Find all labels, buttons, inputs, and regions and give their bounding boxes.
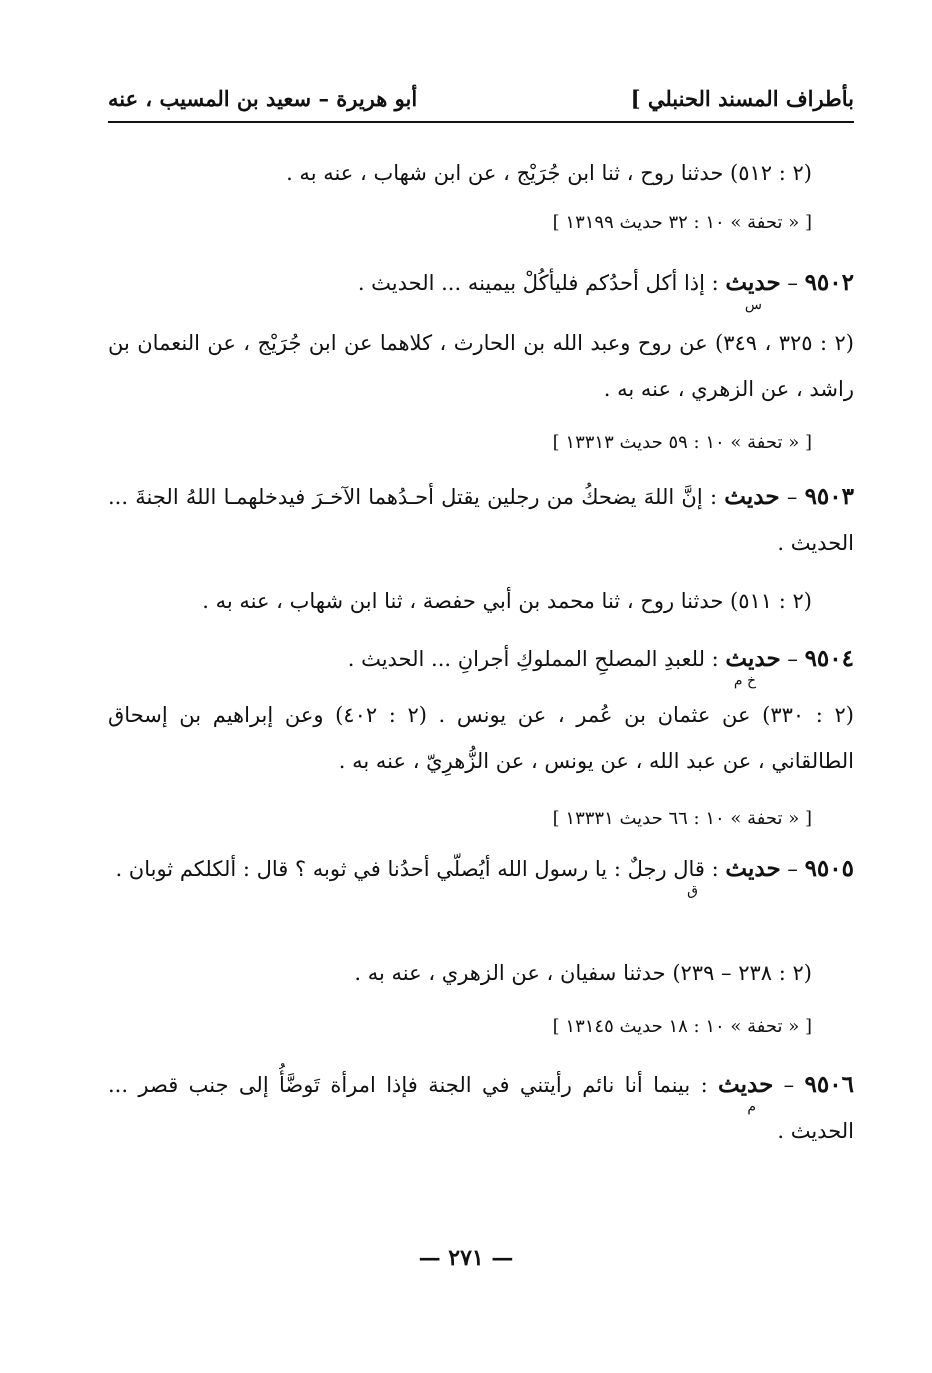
tuhfa-reference-text: [ « تحفة » ١٠ : ١٨ حديث ١٣١٤٥ ] — [552, 1016, 812, 1037]
hadith-number: ٩٥٠٦ — [804, 1071, 854, 1098]
dash: – — [787, 271, 798, 295]
hadith-text: قال رجلٌ : يا رسول الله أيُصلّي أحدُنا في ثوبه ؟ قال : ألكلكم ثوبان . — [115, 857, 705, 881]
isnad-text: (٢ : ٣٢٥ ، ٣٤٩) عن روح وعبد الله بن الحارث ، كلاهما عن ابن جُرَيْج ، عن النعمان بن راشد ، عن الزهري ، عنه به . — [108, 331, 854, 401]
page-number: — ٢٧١ — — [418, 1245, 514, 1271]
dash: – — [787, 857, 798, 881]
tuhfa-reference — [108, 1004, 812, 1050]
hadith-label: حديث — [725, 645, 781, 672]
header-rule — [108, 121, 854, 123]
colon: : — [711, 271, 719, 295]
hadith-number: ٩٥٠٢ — [804, 269, 854, 296]
hadith-9503 — [108, 474, 854, 566]
tuhfa-reference — [108, 420, 812, 466]
running-header — [108, 80, 854, 120]
hadith-9505 — [108, 846, 854, 892]
hadith-number: ٩٥٠٤ — [804, 645, 854, 672]
dash: – — [786, 485, 798, 509]
isnad-text: (٢ : ٣٣٠) عن عثمان بن عُمر ، عن يونس . (٢ : ٤٠٢) وعن إبراهيم بن إسحاق الطالقاني ، عن عبد الله ، عن يونس ، عن الزُّهرِيّ ، عنه به . — [108, 703, 854, 773]
siglum: س — [744, 297, 762, 313]
siglum: خ م — [733, 673, 756, 689]
colon: : — [709, 485, 718, 509]
hadith-text: للعبدِ المصلحِ المملوكِ أجرانِ ... الحديث . — [347, 647, 705, 671]
tuhfa-reference-text: [ « تحفة » ١٠ : ٦٦ حديث ١٣٣٣١ ] — [552, 808, 812, 829]
dash: – — [783, 1073, 795, 1097]
hadith-text: إذا أكل أحدُكم فليأكُلْ بيمينه ... الحديث . — [357, 271, 705, 295]
hadith-text: إنَّ اللهَ يضحكُ من رجلين يقتل أحـدُهما الآخـرَ فيدخلهمـا اللهُ الجنةَ ... الحديث . — [108, 485, 854, 555]
tuhfa-reference-text: [ « تحفة » ١٠ : ٥٩ حديث ١٣٣١٣ ] — [552, 432, 812, 453]
hadith-9502 — [108, 260, 854, 306]
header-chapter-title: أبو هريرة – سعيد بن المسيب ، عنه — [108, 86, 418, 111]
colon: : — [711, 647, 719, 671]
hadith-9506 — [108, 1062, 854, 1154]
hadith-label: حديث — [724, 483, 780, 510]
isnad-text: (٢ : ٢٣٨ – ٢٣٩) حدثنا سفيان ، عن الزهري ، عنه به . — [354, 961, 812, 985]
tuhfa-reference — [108, 796, 812, 842]
hadith-label: حديث — [718, 1071, 774, 1098]
hadith-label: حديث — [725, 855, 781, 882]
isnad-text: (٢ : ٥١١) حدثنا روح ، ثنا محمد بن أبي حفصة ، ثنا ابن شهاب ، عنه به . — [202, 589, 812, 613]
siglum: ق — [687, 883, 698, 899]
tuhfa-reference — [108, 200, 812, 246]
hadith-number: ٩٥٠٣ — [804, 483, 854, 510]
tuhfa-reference-text: [ « تحفة » ١٠ : ٣٢ حديث ١٣١٩٩ ] — [552, 212, 812, 233]
dash: – — [787, 647, 798, 671]
isnad-text: (٢ : ٥١٢) حدثنا روح ، ثنا ابن جُرَيْج ، عن ابن شهاب ، عنه به . — [286, 161, 812, 185]
hadith-text: بينما أنا نائم رأيتني في الجنة فإذا امرأة تَوضَّأُ إلى جنب قصر ... الحديث . — [108, 1073, 854, 1143]
hadith-label: حديث — [725, 269, 781, 296]
siglum: م — [747, 1099, 756, 1115]
colon: : — [700, 1073, 708, 1097]
colon: : — [711, 857, 719, 881]
header-book-title: بأطراف المسند الحنبلي ] — [630, 86, 854, 111]
hadith-number: ٩٥٠٥ — [804, 855, 854, 882]
